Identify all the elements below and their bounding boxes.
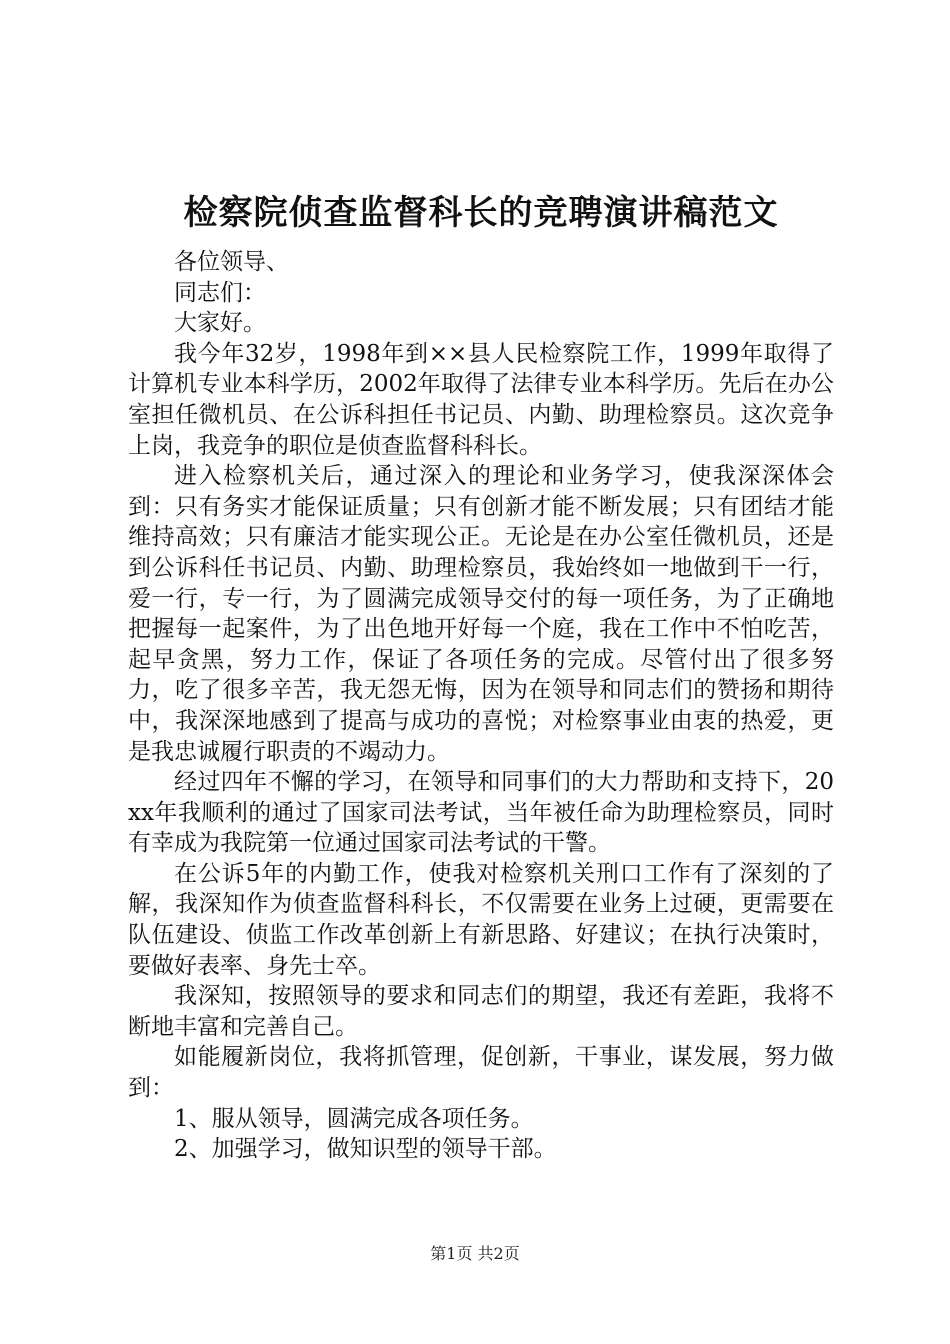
paragraph-commitment: 如能履新岗位，我将抓管理，促创新，干事业，谋发展，努力做到： [128, 1044, 834, 1102]
document-page [128, 0, 834, 1165]
paragraph-greeting: 大家好。 [174, 310, 266, 337]
document-body [128, 247, 834, 1165]
paragraph-work-experience: 进入检察机关后，通过深入的理论和业务学习，使我深深体会到：只有务实才能保证质量；只有创新才能不断发展；只有团结才能维持高效；只有廉洁才能实现公正。无论是在办公室任微机员，还是到公诉科任书记员、内勤、助理检察员，我始终如一地做到干一行，爱一行，专一行，为了圆满完成领导交付的每一项任务，为了正确地把握每一起案件，为了出色地开好每一个庭，我在工作中不怕吃苦，起早贪黑，努力工作，保证了各项任务的完成。尽管付出了很多努力，吃了很多辛苦，我无怨无悔，因为在领导和同志们的赞扬和期待中，我深深地感到了提高与成功的喜悦；对检察事业由衷的热爱，更是我忠诚履行职责的不竭动力。 [128, 463, 834, 765]
paragraph-point-1: 1、服从领导，圆满完成各项任务。 [174, 1105, 534, 1132]
document-title: 检察院侦查监督科长的竞聘演讲稿范文 [183, 193, 779, 233]
paragraph-salutation-leaders: 各位领导、 [174, 249, 289, 275]
page-footer: 第1页 共2页 [430, 1244, 520, 1263]
paragraph-judicial-exam: 经过四年不懈的学习，在领导和同事们的大力帮助和支持下，20xx年我顺利的通过了国家司法考试，当年被任命为助理检察员，同时有幸成为我院第一位通过国家司法考试的干警。 [128, 769, 834, 857]
paragraph-introduction: 我今年32岁，1998年到××县人民检察院工作，1999年取得了计算机专业本科学历，2002年取得了法律专业本科学历。先后在办公室担任微机员、在公诉科担任书记员、内勤、助理检察员。这次竞争上岗，我竞争的职位是侦查监督科科长。 [128, 340, 834, 459]
paragraph-self-improvement: 我深知，按照领导的要求和同志们的期望，我还有差距，我将不断地丰富和完善自己。 [128, 983, 834, 1040]
paragraph-understanding: 在公诉5年的内勤工作，使我对检察机关刑口工作有了深刻的了解，我深知作为侦查监督科科长，不仅需要在业务上过硬，更需要在队伍建设、侦监工作改革创新上有新思路、好建议；在执行决策时，要做好表率、身先士卒。 [128, 860, 834, 979]
paragraph-point-2: 2、加强学习，做知识型的领导干部。 [174, 1136, 557, 1163]
paragraph-salutation-comrades: 同志们： [174, 279, 266, 306]
